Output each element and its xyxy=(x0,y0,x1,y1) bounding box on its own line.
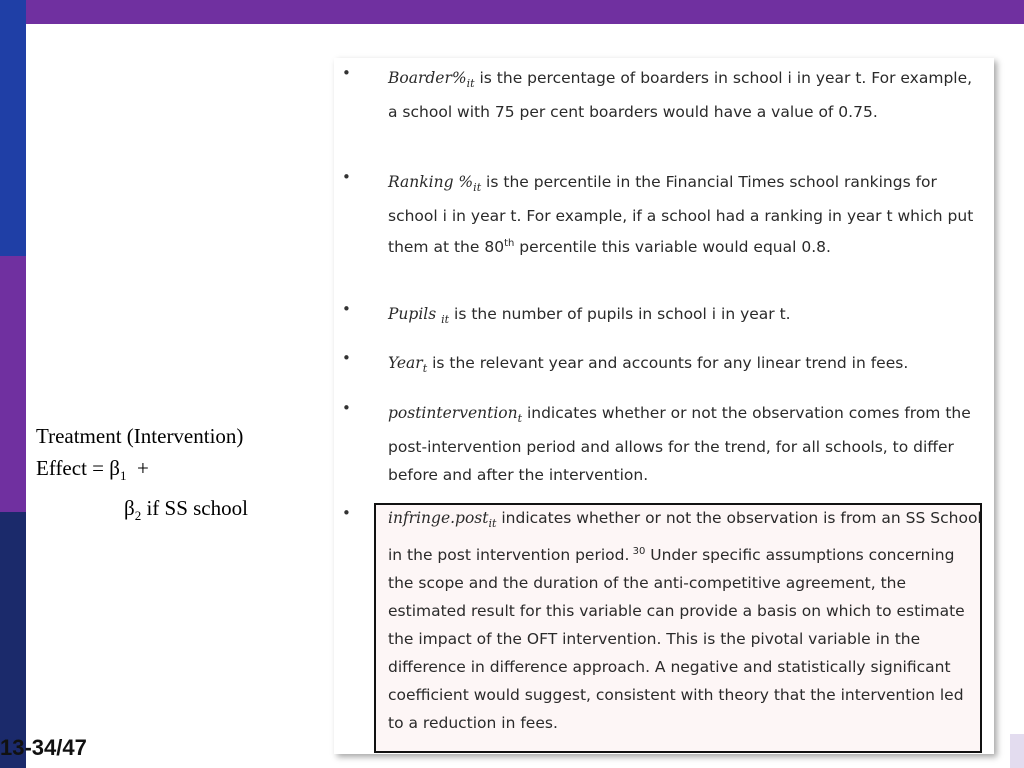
bullet-dot-icon: • xyxy=(342,168,351,186)
bullet-dot-icon: • xyxy=(342,399,351,417)
bullet-dot-icon: • xyxy=(342,504,351,522)
bullet-text: Pupils $_{it}$ is the number of pupils in school i in year t. xyxy=(388,305,791,327)
variable-name: Ranking $\%_{it}$ xyxy=(388,173,482,195)
bullet-dot-icon: • xyxy=(342,349,351,367)
treatment-line-2: Effect = $\beta_1$ + xyxy=(36,456,149,484)
left-accent-strip-purple xyxy=(0,256,26,512)
treatment-line-3: $\beta_2$ if SS school xyxy=(124,496,248,524)
bullet-text: $Boarder\%_{it}$ is the percentage of boarders in school i in year t. For example, a school with 75 per cent boarders would have a value of 0.75. xyxy=(388,69,973,122)
variable-definitions-panel xyxy=(334,58,994,754)
variable-name: Year$_t$ xyxy=(388,354,428,376)
bullet-text: postintervention$_t$ indicates whether or not the observation comes from the post-intervention period and allows for the trend, for all schools, to differ before and after the intervention. xyxy=(388,404,971,485)
variable-name: $Boarder\%_{it}$ xyxy=(388,69,475,91)
bullet-dot-icon: • xyxy=(342,300,351,318)
left-accent-strip-navy xyxy=(0,512,26,768)
corner-tab xyxy=(1010,734,1024,768)
bullet-dot-icon: • xyxy=(342,64,351,82)
top-accent-bar xyxy=(26,0,1024,24)
treatment-line-1: Treatment (Intervention) xyxy=(36,424,244,448)
page-number: 13-34/47 xyxy=(0,735,87,760)
variable-name: Pupils $_{it}$ xyxy=(388,305,450,327)
bullet-text: infringe.post$_{it}$ indicates whether or not the observation is from an SS School in the post intervention period. $^{30}$ Under specific assumptions concerning the scope and the duration of the anti-competitive agreement, the estimated result for this variable can provide a basis on which to estimate the impact of the OFT intervention. This is the pivotal variable in the difference in difference approach. A negative and statistically significant coefficient would suggest, consistent with theory that the intervention led to a reduction in fees. xyxy=(388,509,982,733)
left-accent-strip-blue xyxy=(0,0,26,256)
treatment-effect-note xyxy=(36,420,316,532)
variable-name: postintervention$_t$ xyxy=(388,404,523,426)
bullet-text: Ranking $\%_{it}$ is the percentile in the Financial Times school rankings for school i in year t. For example, if a school had a ranking in year t which put them at the 80th percentile this variable would equal 0.8. xyxy=(388,173,974,257)
variable-name: infringe.post$_{it}$ xyxy=(388,509,497,531)
bullet-text: Year$_t$ is the relevant year and accounts for any linear trend in fees. xyxy=(388,354,909,376)
